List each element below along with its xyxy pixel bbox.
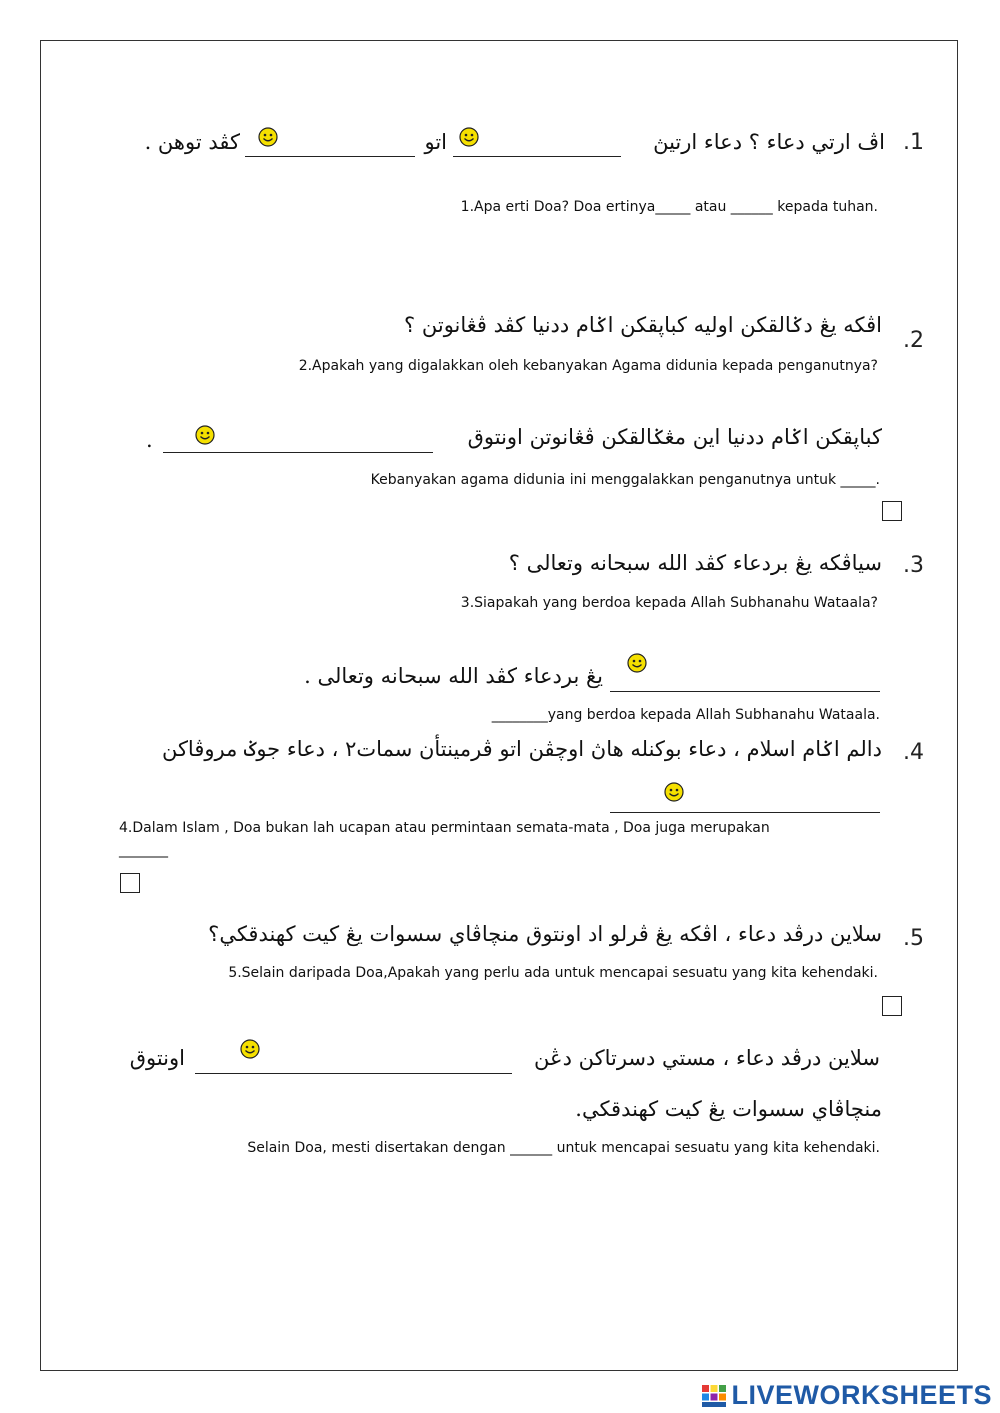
smiley-face-icon — [664, 782, 684, 802]
q2-english: 2.Apakah yang digalakkan oleh kebanyakan Agama didunia kepada penganutnya? — [298, 358, 878, 374]
q1-english: 1.Apa erti Doa? Doa ertinya_____ atau ______ kepada tuhan. — [460, 199, 878, 215]
q5-answer-arabic-end: منچاڤاي سسوات يڠ كيت كهندقكي. — [575, 1097, 882, 1121]
q4-english: 4.Dalam Islam , Doa bukan lah ucapan atau permintaan semata-mata , Doa juga merupakan — [119, 820, 770, 836]
q1-blank-1[interactable] — [453, 156, 621, 157]
smiley-face-icon — [258, 127, 278, 147]
liveworksheets-logo-icon — [701, 1384, 727, 1408]
q3-answer-arabic: يڠ بردعاء كڤد الله سبحانه وتعالى . — [304, 664, 603, 688]
answer-checkbox-2[interactable] — [882, 501, 902, 521]
q1-arabic-suffix: كڤد توهن . — [144, 130, 240, 154]
answer-checkbox-4[interactable] — [120, 873, 140, 893]
q2-answer-arabic: كباڽقكن اݢام ددنيا اين مڠݢالقكن ڤڠانوتن اونتوق — [467, 425, 882, 449]
q2-arabic: اڤكه يڠ دݢالقكن اوليه كباڽقكن اݢام ددنيا كڤد ڤڠانوتن ؟ — [404, 313, 882, 337]
q5-answer-arabic-untuk: اونتوق — [129, 1046, 185, 1070]
q5-answer-english: Selain Doa, mesti disertakan dengan ______ untuk mencapai sesuatu yang kita kehendaki. — [247, 1140, 880, 1156]
smiley-face-icon — [240, 1039, 260, 1059]
q1-arabic-or: اتو — [424, 130, 447, 154]
q5-answer-blank[interactable] — [195, 1073, 512, 1074]
q2-answer-blank[interactable] — [163, 452, 433, 453]
q4-number: .4 — [903, 740, 924, 765]
q3-answer-english: ________yang berdoa kepada Allah Subhanahu Wataala. — [491, 707, 880, 723]
answer-checkbox-5[interactable] — [882, 996, 902, 1016]
q1-number: .1 — [903, 130, 924, 155]
brand-name: LIVEWORKSHEETS — [731, 1380, 992, 1410]
q1-arabic-prefix: اڤ ارتي دعاء ؟ دعاء ارتيڽ — [653, 130, 885, 154]
q5-arabic: سلاين درڤد دعاء ، اڤكه يڠ ڤرلو اد اونتوق منچاڤاي سسوات يڠ كيت كهندقكي؟ — [208, 922, 882, 946]
smiley-face-icon — [627, 653, 647, 673]
worksheet-page — [40, 40, 958, 1371]
q5-english: 5.Selain daripada Doa,Apakah yang perlu ada untuk mencapai sesuatu yang kita kehendaki. — [228, 965, 878, 981]
q1-blank-2[interactable] — [245, 156, 415, 157]
q5-answer-arabic-start: سلاين درڤد دعاء ، مستي دسرتاكن دڠن — [534, 1046, 880, 1070]
q2-number: .2 — [903, 328, 924, 353]
q3-answer-blank[interactable] — [610, 691, 880, 692]
liveworksheets-branding — [701, 1380, 992, 1411]
q2-answer-end: . — [146, 428, 153, 452]
q3-english: 3.Siapakah yang berdoa kepada Allah Subhanahu Wataala? — [460, 595, 878, 611]
smiley-face-icon — [195, 425, 215, 445]
q4-answer-blank[interactable] — [610, 812, 880, 813]
q4-english-blank[interactable]: _______ — [119, 842, 168, 858]
smiley-face-icon — [459, 127, 479, 147]
q3-arabic: سياڤكه يڠ بردعاء كڤد الله سبحانه وتعالى ؟ — [508, 551, 882, 575]
q4-arabic: دالم اݢام اسلام ، دعاء بوكنله هاڽ اوچڤن اتو ڤرمينتأن سمات٢ ، دعاء جوݢ مروڤاكن — [161, 737, 882, 761]
q5-number: .5 — [903, 926, 924, 951]
q2-answer-english: Kebanyakan agama didunia ini menggalakkan penganutnya untuk _____. — [370, 472, 880, 488]
q3-number: .3 — [903, 553, 924, 578]
